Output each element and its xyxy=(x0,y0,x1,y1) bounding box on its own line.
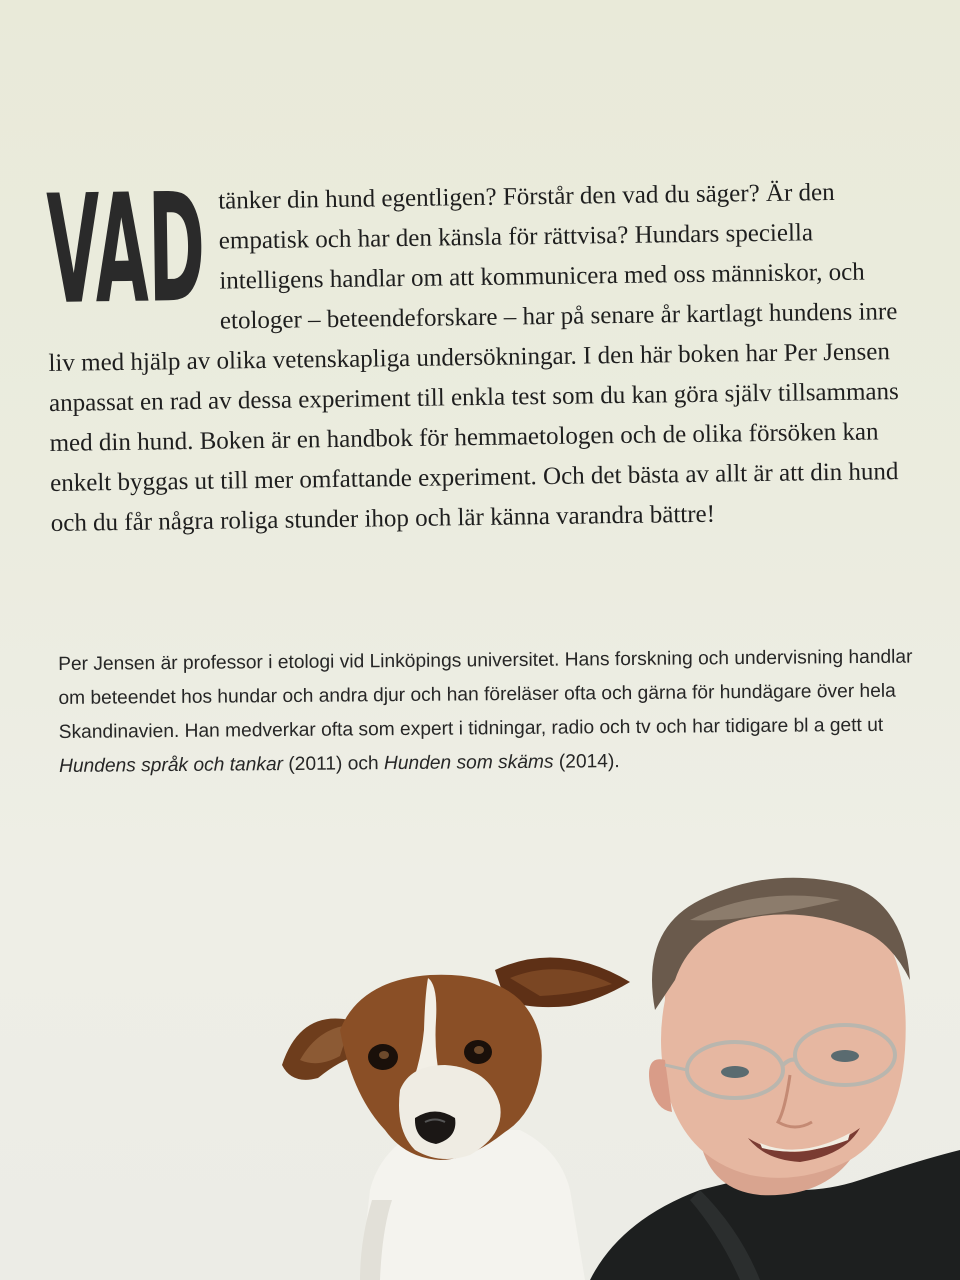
dropcap-vad xyxy=(45,159,395,338)
bio-intro: Per Jensen är professor i etologi vid Linköpings universitet. Hans forskning och undervisning handlar om beteendet hos hundar och andra djur och han föreläser ofta och gärna för hundägare över hela Skandinavien. Han medverkar ofta som expert i tidningar, radio och tv och har tidigare bl a gett ut xyxy=(58,646,913,743)
author-image xyxy=(590,878,960,1280)
author-bio xyxy=(58,640,919,783)
book-title-1: Hundens språk och tankar xyxy=(58,754,284,777)
dog-image xyxy=(282,958,630,1280)
blurb-paragraph xyxy=(45,159,917,544)
book-year-2: (2014). xyxy=(553,751,620,773)
book-year-1: (2011) och xyxy=(282,753,385,776)
svg-text:VAD: VAD xyxy=(45,159,395,338)
author-and-dog-photo xyxy=(0,860,960,1280)
book-title-2: Hunden som skäms xyxy=(383,751,554,775)
blurb-text: tänker din hund egentligen? Förstår den vad du säger? Är den empatisk och har den känsla för rättvisa? Hundars speciella intelligens handlar om att kommunicera med oss människor, och etologer – beteendeforskare – har på senare år kartlagt hundens inre liv med hjälp av olika vetenskapliga undersökningar. I den här boken har Per Jensen anpassat en rad av dessa experiment till enkla test som du kan göra själv tillsammans med din hund. Boken är en handbok för hemmaetologen och de olika försöken kan enkelt byggas ut till mer omfattande experiment. Och det bästa av allt är att din hund och du får några roliga stunder ihop och lär känna varandra bättre! xyxy=(48,178,899,537)
